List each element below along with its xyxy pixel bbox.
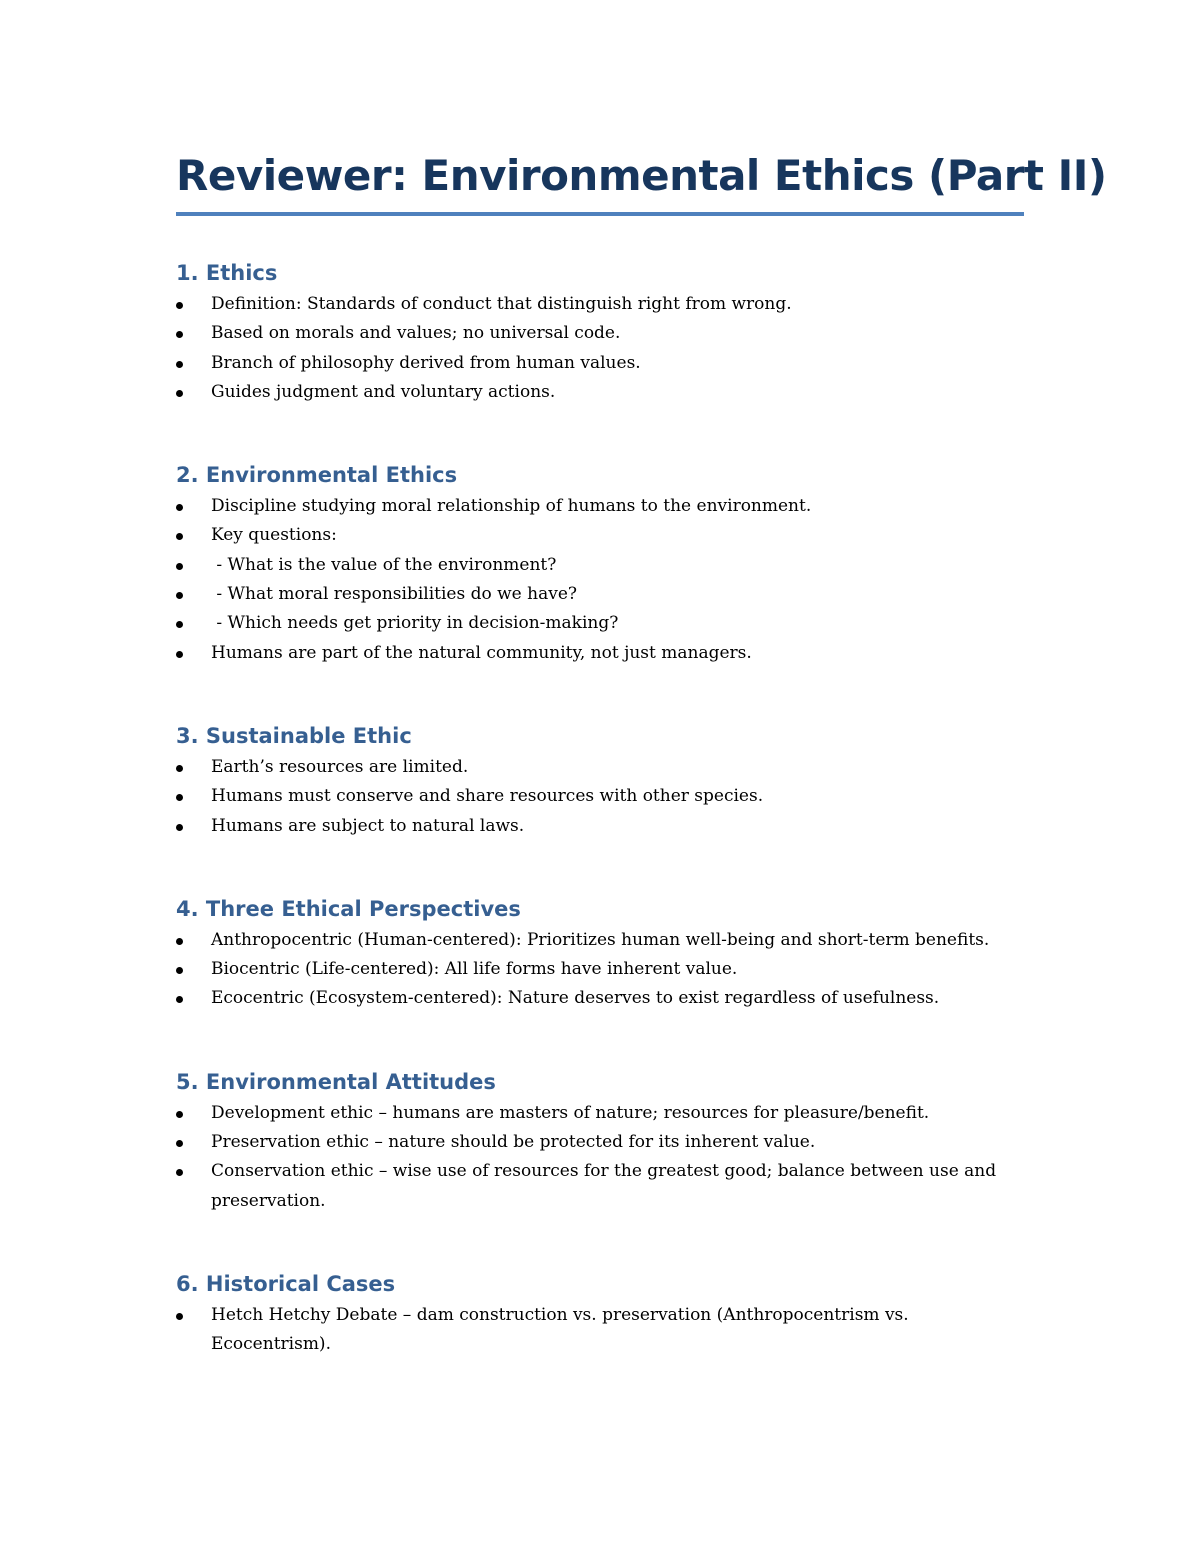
section-heading: 1. Ethics <box>176 261 278 285</box>
bullet-icon <box>176 651 183 658</box>
section-sustainable-ethic <box>176 719 1024 841</box>
list-item <box>176 319 1024 348</box>
list-item <box>176 551 1024 580</box>
section-ethics <box>176 256 1024 407</box>
bullet-icon <box>176 390 183 397</box>
list-item-text: Anthropocentric (Human-centered): Prioritizes human well-being and short-term benefits. <box>211 929 990 950</box>
list-item <box>176 955 1024 984</box>
list-item <box>176 639 1024 668</box>
bullet-icon <box>176 563 183 570</box>
bullet-list <box>176 492 1024 668</box>
bullet-list <box>176 926 1024 1014</box>
list-item-text: - Which needs get priority in decision-making? <box>211 613 619 634</box>
bullet-icon <box>176 621 183 628</box>
list-item-text: Humans are part of the natural community, not just managers. <box>211 642 752 663</box>
list-item <box>176 1301 1024 1360</box>
list-item-text: Based on morals and values; no universal code. <box>211 323 621 344</box>
bullet-icon <box>176 361 183 368</box>
section-environmental-ethics <box>176 458 1024 668</box>
list-item-text: Humans are subject to natural laws. <box>211 815 525 836</box>
list-item <box>176 290 1024 319</box>
document-title: Reviewer: Environmental Ethics (Part II) <box>176 151 1107 200</box>
list-item-text: - What moral responsibilities do we have? <box>211 584 577 605</box>
bullet-icon <box>176 302 183 309</box>
section-heading: 4. Three Ethical Perspectives <box>176 896 521 921</box>
section-heading: 2. Environmental Ethics <box>176 463 458 488</box>
bullet-icon <box>176 1111 183 1118</box>
list-item-text: Humans must conserve and share resources with other species. <box>211 786 764 807</box>
list-item <box>176 1157 1024 1216</box>
section-environmental-attitudes <box>176 1065 1024 1216</box>
bullet-icon <box>176 592 183 599</box>
list-item-text: Biocentric (Life-centered): All life forms have inherent value. <box>211 959 738 980</box>
section-ethical-perspectives <box>176 892 1024 1014</box>
list-item <box>176 378 1024 407</box>
list-item <box>176 812 1024 841</box>
list-item-text: Earth’s resources are limited. <box>211 756 469 777</box>
list-item <box>176 926 1024 955</box>
bullet-icon <box>176 331 183 338</box>
bullet-icon <box>176 533 183 540</box>
list-item <box>176 984 1024 1013</box>
list-item <box>176 782 1024 811</box>
list-item <box>176 521 1024 550</box>
list-item-text: Development ethic – humans are masters of nature; resources for pleasure/benefit. <box>211 1102 930 1123</box>
list-item-text: Branch of philosophy derived from human values. <box>211 352 641 373</box>
section-heading: 5. Environmental Attitudes <box>176 1069 496 1094</box>
bullet-list <box>176 753 1024 841</box>
bullet-list <box>176 1301 1024 1360</box>
bullet-icon <box>176 967 183 974</box>
bullet-list <box>176 290 1024 407</box>
list-item-text: Key questions: <box>211 525 337 546</box>
list-item-text: Guides judgment and voluntary actions. <box>211 381 556 402</box>
list-item <box>176 1099 1024 1128</box>
list-item-text: Discipline studying moral relationship of humans to the environment. <box>211 496 812 517</box>
sections-container <box>176 256 1024 1360</box>
list-item-text: Preservation ethic – nature should be protected for its inherent value. <box>211 1132 816 1153</box>
list-item-text: Ecocentric (Ecosystem-centered): Nature deserves to exist regardless of usefulness. <box>211 988 940 1009</box>
section-heading: 6. Historical Cases <box>176 1271 396 1296</box>
list-item <box>176 580 1024 609</box>
bullet-icon <box>176 1169 183 1176</box>
bullet-icon <box>176 996 183 1003</box>
bullet-icon <box>176 1140 183 1147</box>
list-item-text: - What is the value of the environment? <box>211 554 557 575</box>
bullet-icon <box>176 504 183 511</box>
section-heading: 3. Sustainable Ethic <box>176 723 412 748</box>
list-item <box>176 1128 1024 1157</box>
bullet-icon <box>176 938 183 945</box>
bullet-list <box>176 1099 1024 1216</box>
bullet-icon <box>176 765 183 772</box>
list-item-text: Definition: Standards of conduct that distinguish right from wrong. <box>211 294 792 314</box>
list-item <box>176 349 1024 378</box>
bullet-icon <box>176 794 183 801</box>
document-content <box>176 140 1107 1360</box>
bullet-icon <box>176 824 183 831</box>
list-item <box>176 753 1024 782</box>
bullet-icon <box>176 1313 183 1320</box>
list-item-text: Conservation ethic – wise use of resources for the greatest good; balance between use and preservation. <box>211 1161 1002 1211</box>
title-underline <box>176 212 1024 216</box>
section-historical-cases <box>176 1267 1024 1360</box>
list-item <box>176 609 1024 638</box>
list-item-text: Hetch Hetchy Debate – dam construction vs. preservation (Anthropocentrism vs. Ecocentrism). <box>211 1304 915 1355</box>
list-item <box>176 492 1024 521</box>
